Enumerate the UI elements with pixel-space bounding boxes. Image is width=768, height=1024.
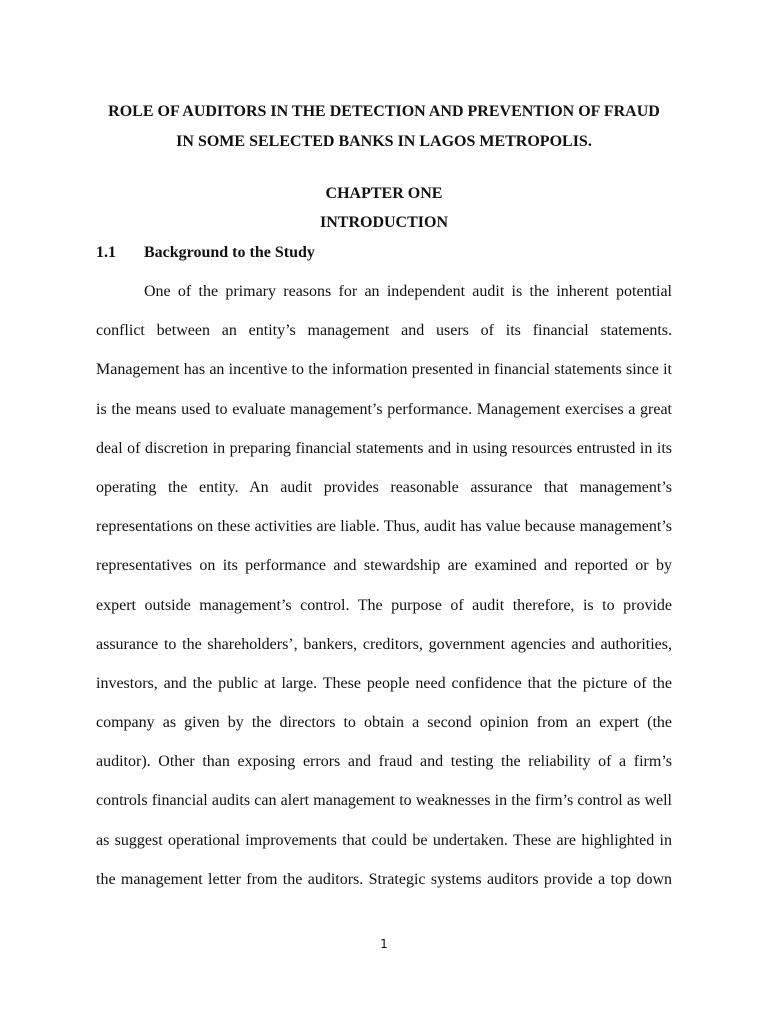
section-title: Background to the Study	[144, 244, 315, 261]
paragraph-line: auditor). Other than exposing errors and fraud and testing the reliability of a firm’s	[96, 753, 672, 771]
paragraph-line: assurance to the shareholders’, bankers, creditors, government agencies and authorities,	[96, 635, 672, 653]
paragraph-line: deal of discretion in preparing financial statements and in using resources entrusted in its	[96, 439, 672, 457]
document-title-line-2: IN SOME SELECTED BANKS IN LAGOS METROPOLIS.	[176, 133, 592, 150]
body-paragraph	[96, 272, 672, 899]
paragraph-line: expert outside management’s control. The purpose of audit therefore, is to provide	[96, 596, 672, 614]
paragraph-line: One of the primary reasons for an independent audit is the inherent potential	[144, 283, 672, 300]
document-title	[96, 97, 672, 157]
chapter-number: CHAPTER ONE	[325, 185, 443, 202]
paragraph-line: representations on these activities are liable. Thus, audit has value because management’s	[96, 518, 672, 536]
section-heading	[96, 238, 315, 267]
chapter-heading	[96, 179, 672, 237]
paragraph-line: operating the entity. An audit provides reasonable assurance that management’s	[96, 478, 672, 496]
paragraph-line: conflict between an entity’s management and users of its financial statements.	[96, 322, 672, 340]
paragraph-line: investors, and the public at large. These people need confidence that the picture of the	[96, 674, 672, 692]
paragraph-line: representatives on its performance and stewardship are examined and reported or by	[96, 557, 672, 575]
document-title-line-1: ROLE OF AUDITORS IN THE DETECTION AND PREVENTION OF FRAUD	[108, 103, 660, 120]
chapter-title: INTRODUCTION	[319, 214, 448, 231]
paragraph-line: as suggest operational improvements that could be undertaken. These are highlighted in	[96, 831, 672, 849]
paragraph-line: Management has an incentive to the information presented in financial statements since it	[96, 361, 672, 379]
paragraph-line: is the means used to evaluate management’s performance. Management exercises a great	[96, 400, 672, 418]
page-number: 1	[380, 937, 388, 951]
section-number: 1.1	[96, 244, 116, 261]
paragraph-line: controls financial audits can alert management to weaknesses in the firm’s control as well	[96, 792, 672, 810]
paragraph-line: company as given by the directors to obtain a second opinion from an expert (the	[96, 714, 672, 732]
paragraph-line: the management letter from the auditors. Strategic systems auditors provide a top down	[96, 870, 672, 888]
